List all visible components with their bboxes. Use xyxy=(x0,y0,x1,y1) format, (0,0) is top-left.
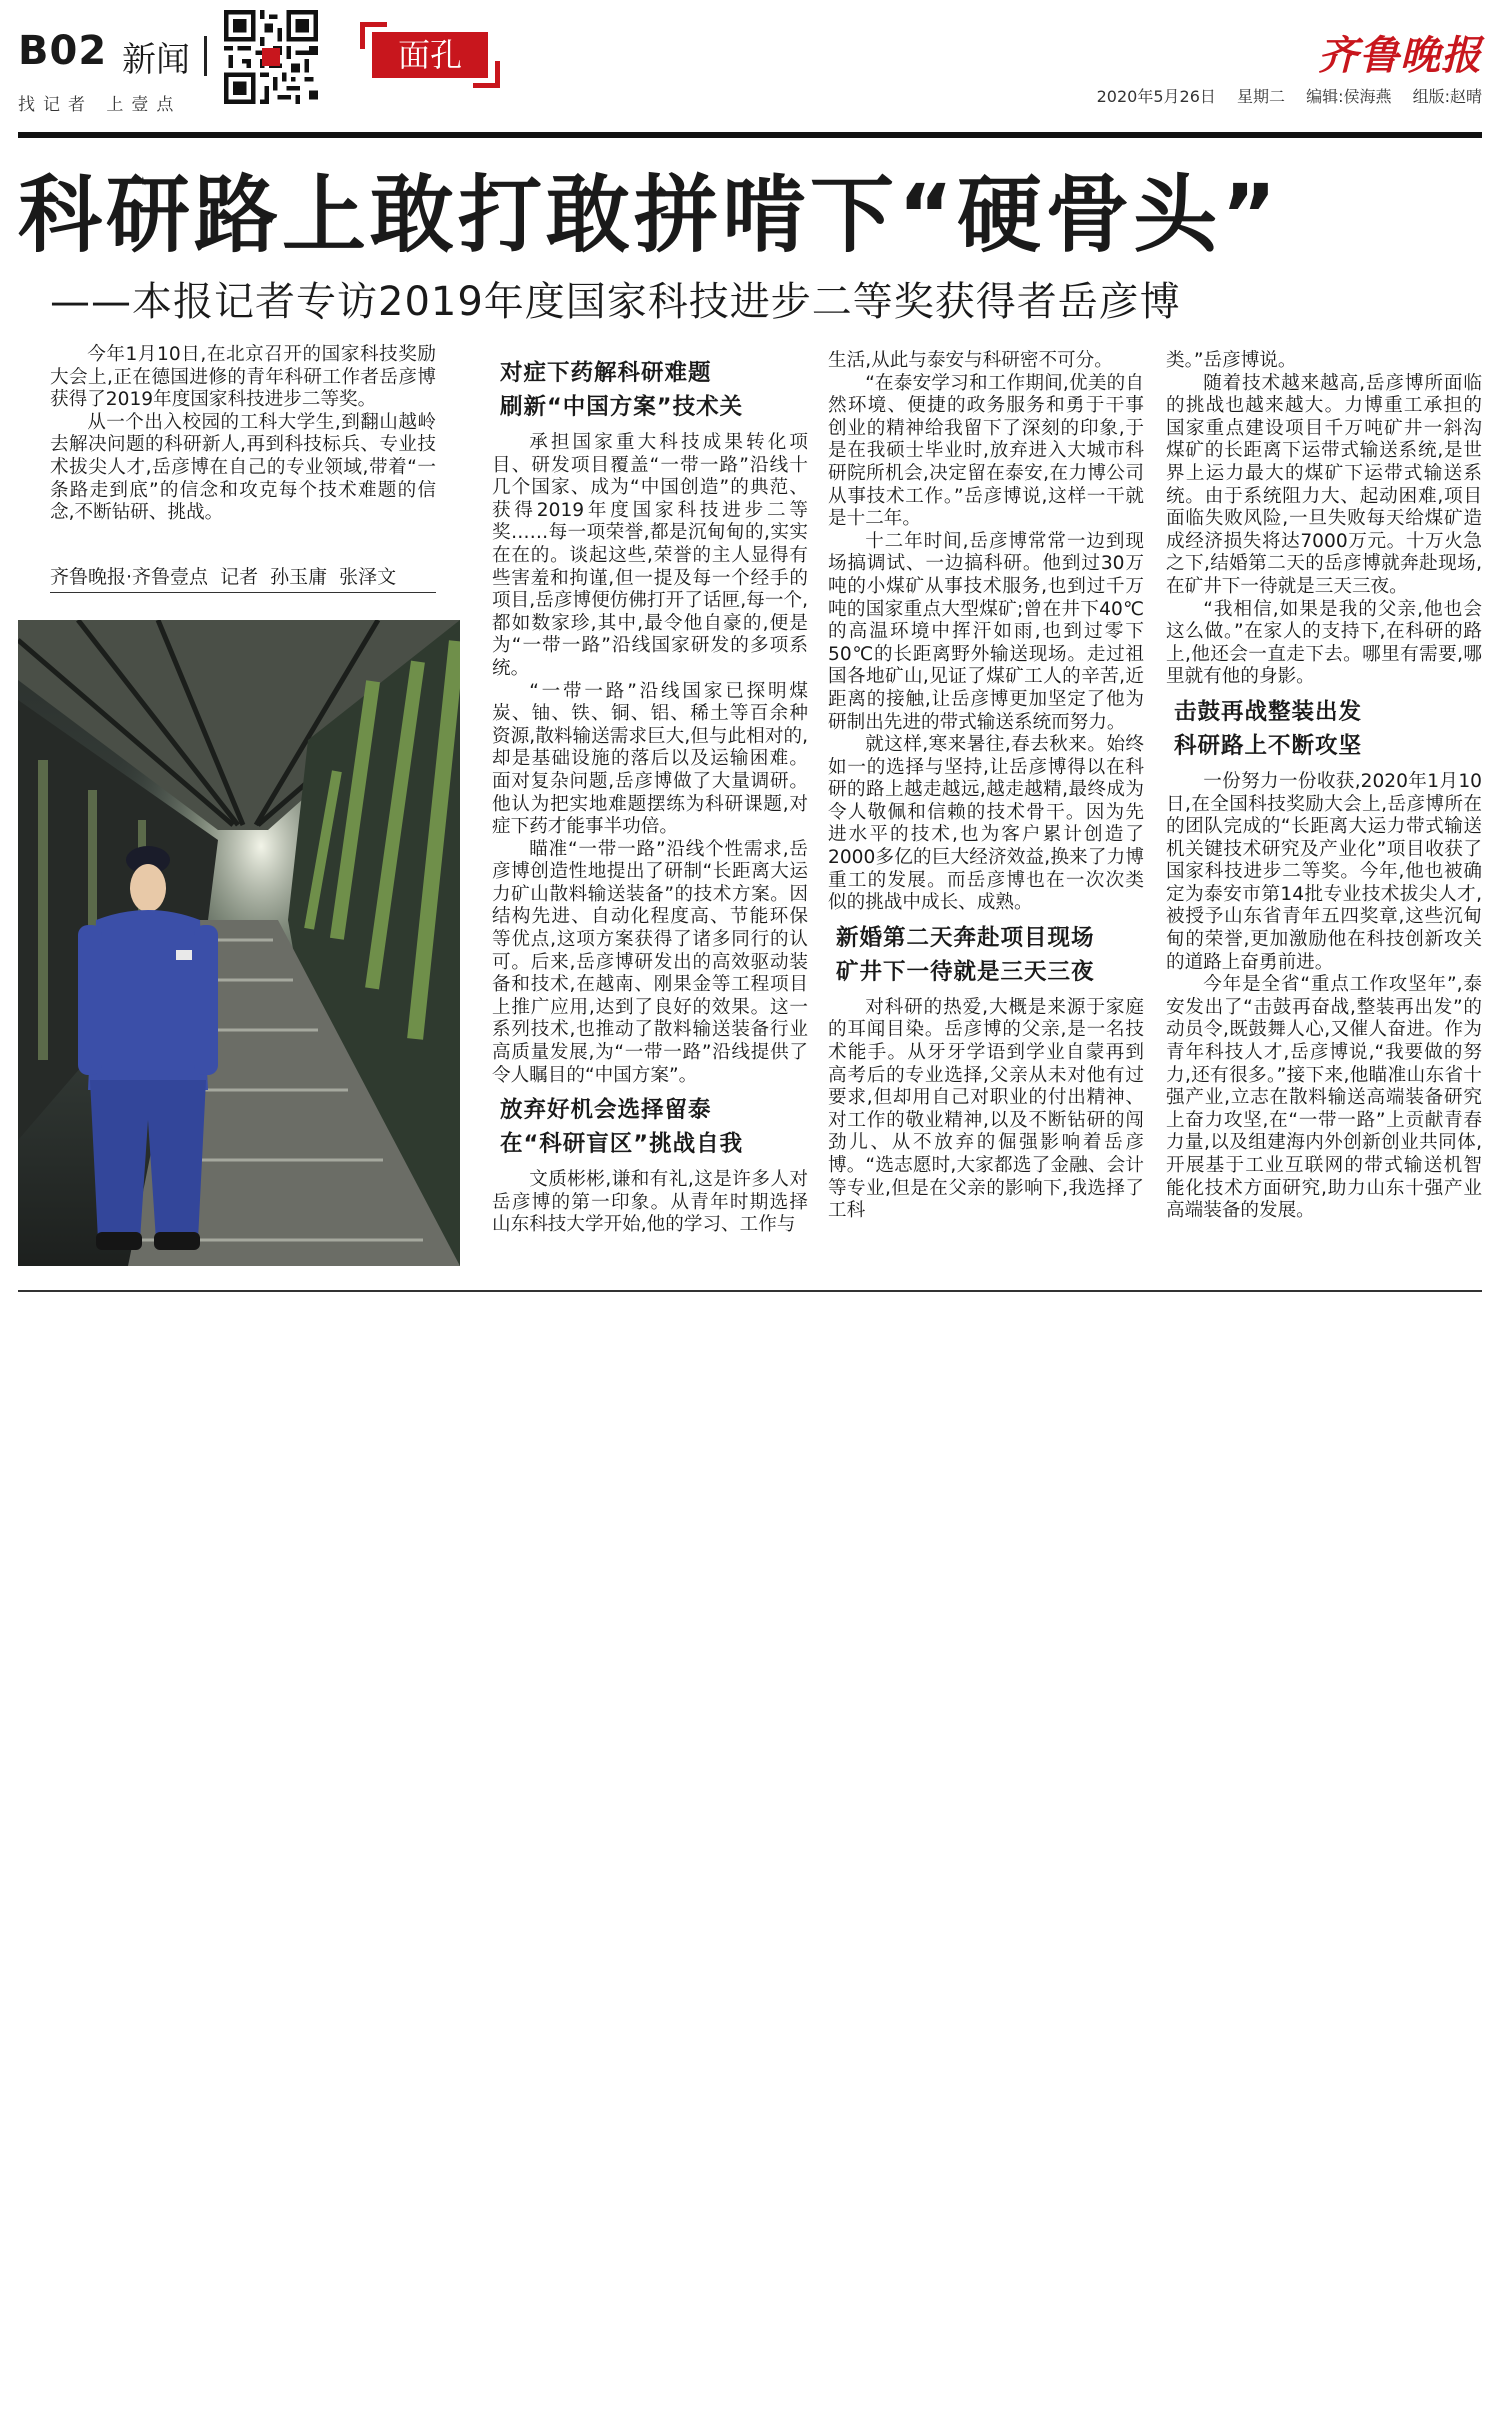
body-paragraph: 瞄准“一带一路”沿线个性需求,岳彦博创造性地提出了研制“长距离大运力矿山散料输送装备”的技术方案。因结构先进、自动化程度高、节能环保等优点,这项方案获得了诸多同行的认可。后来,岳彦博研发出的高效驱动装备和技术,在越南、刚果金等工程项目上推广应用,达到了良好的效果。这一系列技术,也推动了散料输送装备行业高质量发展,为“一带一路”沿线提供了令人瞩目的“中国方案”。 xyxy=(492,838,808,1086)
body-paragraph: 承担国家重大科技成果转化项目、研发项目覆盖“一带一路”沿线十几个国家、成为“中国创造”的典范、获得2019年度国家科技进步二等奖……每一项荣誉,都是沉甸甸的,实实在在的。谈起这些,荣誉的主人显得有些害羞和拘谨,但一提及每一个经手的项目,岳彦博便仿佛打开了话匣,每一个,都如数家珍,其中,最令他自豪的,便是为“一带一路”沿线国家研发的多项系统。 xyxy=(492,432,808,679)
body-column-4 xyxy=(1166,350,1482,1223)
body-paragraph: “一带一路”沿线国家已探明煤炭、铀、铁、铜、铝、稀土等百余种资源,散料输送需求巨大,但与此相对的,却是基础设施的落后以及运输困难。面对复杂问题,岳彦博做了大量调研。他认为把实地难题摆练为科研课题,对症下药才能事半功倍。 xyxy=(492,680,808,838)
issue-date: 2020年5月26日 xyxy=(1096,87,1216,106)
subtitle-line: 刷新“中国方案”技术关 xyxy=(500,394,744,420)
body-paragraph: 一份努力一份收获,2020年1月10日,在全国科技奖励大会上,岳彦博所在的团队完成的“长距离大运力带式输送机关键技术研究及产业化”项目收获了国家科技进步二等奖。今年,他也被确定为泰安市第14批专业技术拔尖人才,被授予山东省青年五四奖章,这些沉甸甸的荣誉,更加激励他在科技创新攻关的道路上奋勇前进。 xyxy=(1166,770,1482,973)
body-paragraph: 文质彬彬,谦和有礼,这是许多人对岳彦博的第一印象。从青年时期选择山东科技大学开始,他的学习、工作与 xyxy=(492,1169,808,1236)
column-tag-label: 面孔 xyxy=(372,32,488,78)
subtitle-line: 放弃好机会选择留泰 xyxy=(500,1097,712,1124)
qr-code-icon[interactable] xyxy=(224,10,318,104)
body-column-3 xyxy=(828,350,1144,1223)
body-paragraph: “在泰安学习和工作期间,优美的自然环境、便捷的政务服务和勇于干事创业的精神给我留下了深刻的印象,于是在我硕士毕业时,放弃进入大城市科研院所机会,决定留在泰安,在力博公司从事技术工作。”岳彦博说,这样一干就是十二年。 xyxy=(828,372,1144,530)
layout-editor: 组版:赵晴 xyxy=(1412,87,1482,106)
body-paragraph: 生活,从此与泰安与科研密不可分。 xyxy=(828,350,1113,371)
subheadline: ——本报记者专访2019年度国家科技进步二等奖获得者岳彦博 xyxy=(50,279,1181,325)
section-name: 新闻 xyxy=(122,40,190,80)
masthead xyxy=(18,10,1482,115)
subtitle-line: 科研路上不断攻坚 xyxy=(1174,732,1363,759)
body-paragraph: 今年是全省“重点工作攻坚年”,泰安发出了“击鼓再奋战,整装再出发”的动员令,既鼓舞人心,又催人奋进。作为青年科技人才,岳彦博说,“我要做的努力,还有很多。”接下来,他瞄准山东省十强产业,立志在散料输送高端装备研究上奋力攻坚,在“一带一路”上贡献青春力量,以及组建海内外创新创业共同体,开展基于工业互联网的带式输送机智能化技术方面研究,助力山东十强产业高端装备的发展。 xyxy=(1166,974,1482,1222)
column-tag xyxy=(360,22,500,88)
newspaper-logo: 齐鲁晚报 xyxy=(1318,32,1482,79)
body-paragraph: 就这样,寒来暑往,春去秋来。始终如一的选择与坚持,让岳彦博得以在科研的路上越走越远,越走越精,最终成为令人敬佩和信赖的技术骨干。因为先进水平的技术,也为客户累计创造了2000多亿的巨大经济效益,换来了力博重工的发展。而岳彦博也在一次次类似的挑战中成长、成熟。 xyxy=(828,734,1144,914)
section-subtitle xyxy=(836,921,1144,989)
masthead-rule xyxy=(18,132,1482,138)
body-paragraph: 类。”岳彦博说。 xyxy=(1166,350,1297,371)
body-paragraph: “我相信,如果是我的父亲,他也会这么做。”在家人的支持下,在科研的路上,他还会一直走下去。哪里有需要,哪里就有他的身影。 xyxy=(1166,598,1482,688)
masthead-divider xyxy=(204,36,207,76)
issue-weekday: 星期二 xyxy=(1236,87,1285,106)
editor: 编辑:侯海燕 xyxy=(1306,87,1392,106)
issue-meta xyxy=(1081,84,1482,107)
section-subtitle xyxy=(500,1093,808,1161)
subtitle-line: 对症下药解科研难题 xyxy=(500,360,712,386)
body-paragraph: 十二年时间,岳彦博常常一边到现场搞调试、一边搞科研。他到过30万吨的小煤矿从事技术服务,也到过千万吨的国家重点大型煤矿;曾在井下40℃的高温环境中挥汗如雨,也到过零下50℃的长距离野外输送现场。走过祖国各地矿山,见证了煤矿工人的辛苦,近距离的接触,让岳彦博更加坚定了他为研制出先进的带式输送系统而努力。 xyxy=(828,530,1144,733)
page-number: B02 xyxy=(18,28,108,74)
lead-paragraph: 从一个出入校园的工科大学生,到翻山越岭去解决问题的科研新人,再到科技标兵、专业技术拔尖人才,岳彦博在自己的专业领域,带着“一条路走到底”的信念和攻克每个技术难题的信念,不断钻研、挑战。 xyxy=(50,411,436,524)
headline: 科研路上敢打敢拼啃下“硬骨头” xyxy=(18,166,1281,264)
subtitle-line: 击鼓再战整装出发 xyxy=(1174,698,1363,725)
subtitle-line: 在“科研盲区”挑战自我 xyxy=(500,1131,744,1158)
section-subtitle xyxy=(1174,695,1482,763)
mine-tunnel-photo xyxy=(18,620,460,1266)
slogan: 找记者 上壹点 xyxy=(18,95,182,115)
subtitle-line: 矿井下一待就是三天三夜 xyxy=(836,958,1095,985)
section-subtitle xyxy=(500,356,808,424)
byline: 齐鲁晚报·齐鲁壹点 记者 孙玉庸 张泽文 xyxy=(50,562,436,593)
article-bottom-rule xyxy=(18,1290,1482,1292)
lead-column xyxy=(50,344,436,525)
subtitle-line: 新婚第二天奔赴项目现场 xyxy=(836,924,1095,951)
body-paragraph: 随着技术越来越高,岳彦博所面临的挑战也越来越大。力博重工承担的国家重点建设项目千万吨矿井一斜沟煤矿的长距离下运带式输送系统,是世界上运力最大的煤矿下运带式输送系统。由于系统阻力大、起动困难,项目面临失败风险,一旦失败每天给煤矿造成经济损失将达7000万元。十万火急之下,结婚第二天的岳彦博就奔赴现场,在矿井下一待就是三天三夜。 xyxy=(1166,372,1482,597)
body-paragraph: 对科研的热爱,大概是来源于家庭的耳闻目染。岳彦博的父亲,是一名技术能手。从牙牙学语到学业自蒙再到高考后的专业选择,父亲从未对他有过要求,但却用自己对职业的付出精神、对工作的敬业精神,以及不断钻研的闯劲儿、从不放弃的倔强影响着岳彦博。“选志愿时,大家都选了金融、会计等专业,但是在父亲的影响下,我选择了工科 xyxy=(828,996,1144,1222)
lead-paragraph: 今年1月10日,在北京召开的国家科技奖励大会上,正在德国进修的青年科研工作者岳彦博获得了2019年度国家科技进步二等奖。 xyxy=(50,344,436,411)
body-column-2 xyxy=(492,350,808,1237)
